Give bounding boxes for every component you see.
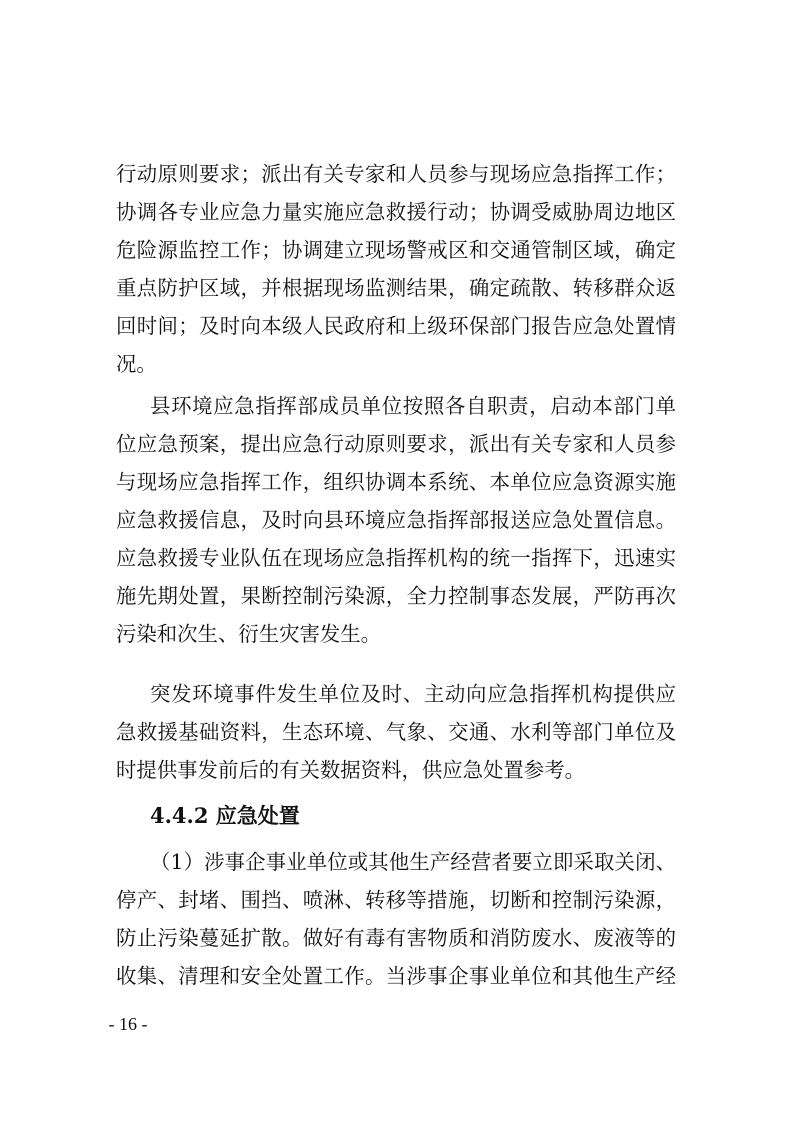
text-line: 位应急预案，提出应急行动原则要求，派出有关专家和人员参 — [116, 432, 676, 456]
text-line: 停产、封堵、围挡、喷淋、转移等措施，切断和控制污染源， — [116, 888, 676, 912]
text-line: 突发环境事件发生单位及时、主动向应急指挥机构提供应 — [150, 682, 676, 706]
text-line: （1）涉事企事业单位或其他生产经营者要立即采取关闭、 — [150, 850, 676, 874]
text-line: 回时间；及时向本级人民政府和上级环保部门报告应急处置情 — [116, 314, 676, 338]
text-line: 协调各专业应急力量实施应急救援行动；协调受威胁周边地区 — [116, 200, 676, 224]
text-line: 防止污染蔓延扩散。做好有毒有害物质和消防废水、废液等的 — [116, 926, 676, 950]
text-line: 污染和次生、衍生灾害发生。 — [116, 622, 382, 646]
text-line: 行动原则要求；派出有关专家和人员参与现场应急指挥工作； — [116, 162, 676, 186]
text-line: 与现场应急指挥工作，组织协调本系统、本单位应急资源实施 — [116, 470, 676, 494]
text-line: 况。 — [116, 352, 157, 376]
text-line: 急救援基础资料，生态环境、气象、交通、水利等部门单位及 — [116, 720, 676, 744]
text-line: 应急救援专业队伍在现场应急指挥机构的统一指挥下，迅速实 — [116, 546, 676, 570]
section-heading: 4.4.2 应急处置 — [150, 803, 300, 828]
text-line: 施先期处置，果断控制污染源，全力控制事态发展，严防再次 — [116, 584, 676, 608]
text-line: 应急救援信息，及时向县环境应急指挥部报送应急处置信息。 — [116, 508, 676, 532]
text-line: 时提供事发前后的有关数据资料，供应急处置参考。 — [116, 758, 585, 782]
text-line: 重点防护区域，并根据现场监测结果，确定疏散、转移群众返 — [116, 276, 676, 300]
text-line: 危险源监控工作；协调建立现场警戒区和交通管制区域，确定 — [116, 238, 676, 262]
text-line: 县环境应急指挥部成员单位按照各自职责，启动本部门单 — [150, 394, 676, 418]
page-number: - 16 - — [108, 1014, 148, 1034]
text-line: 收集、清理和安全处置工作。当涉事企事业单位和其他生产经 — [116, 964, 676, 988]
